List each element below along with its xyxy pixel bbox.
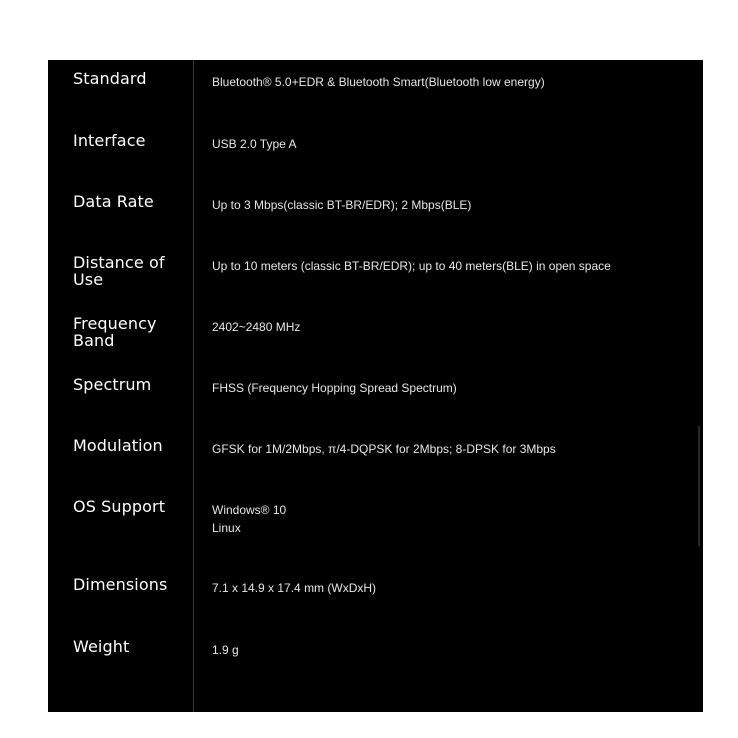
spec-value-line: Windows® 10 (212, 503, 287, 517)
spec-label: Weight (73, 637, 130, 656)
spec-value: 7.1 x 14.9 x 17.4 mm (WxDxH) (212, 581, 377, 595)
spec-label: Standard (73, 69, 147, 88)
spec-label: OS Support (73, 497, 166, 516)
spec-value: 2402~2480 MHz (212, 320, 301, 334)
spec-value: Up to 3 Mbps(classic BT-BR/EDR); 2 Mbps(BLE) (212, 198, 472, 212)
spec-label: Modulation (73, 436, 163, 455)
spec-value: GFSK for 1M/2Mbps, π/4-DQPSK for 2Mbps; 8-DPSK for 3Mbps (212, 442, 556, 456)
spec-label: Distance of Use (73, 253, 165, 289)
spec-value: FHSS (Frequency Hopping Spread Spectrum) (212, 381, 457, 395)
spec-value: Up to 10 meters (classic BT-BR/EDR); up to 40 meters(BLE) in open space (212, 259, 611, 273)
spec-value: 1.9 g (212, 643, 239, 657)
spec-label: Spectrum (73, 375, 152, 394)
spec-label: Frequency Band (73, 314, 157, 350)
spec-value-line: Linux (212, 521, 241, 535)
spec-label: Interface (73, 131, 146, 150)
spec-value: USB 2.0 Type A (212, 137, 297, 151)
spec-label: Data Rate (73, 192, 154, 211)
spec-value (212, 501, 692, 537)
spec-value: Bluetooth® 5.0+EDR & Bluetooth Smart(Bluetooth low energy) (212, 75, 545, 89)
spec-table (48, 60, 703, 712)
scrollbar[interactable] (698, 426, 700, 546)
spec-label: Dimensions (73, 575, 168, 594)
column-divider (193, 60, 194, 712)
